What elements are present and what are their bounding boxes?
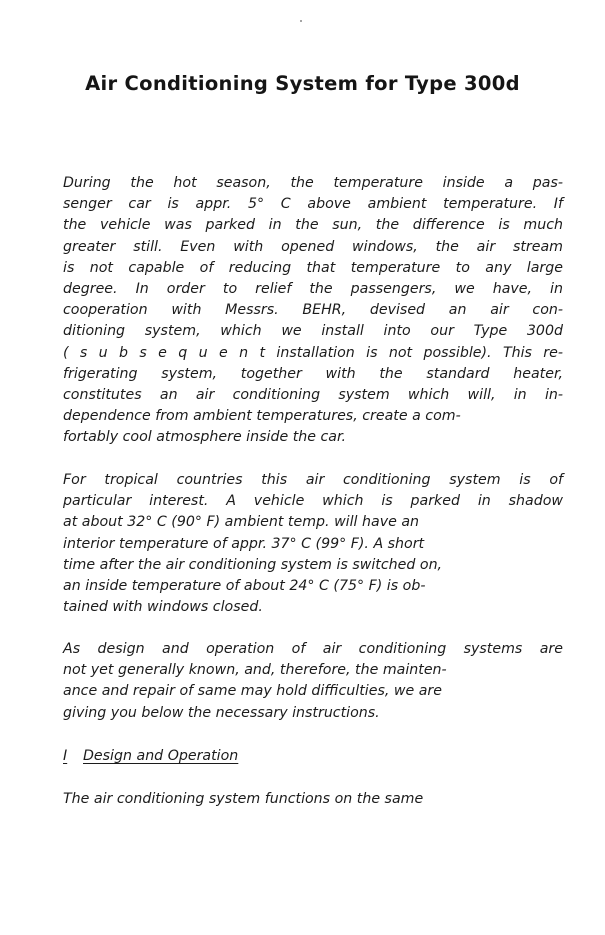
section-title: Design and Operation [83, 748, 239, 764]
text-line: During the hot season, the temperature inside a pas- [63, 175, 563, 191]
text-line: dependence from ambient temperatures, create a com- [63, 408, 461, 425]
paragraph-hot-season [63, 173, 563, 449]
text-line: senger car is appr. 5° C above ambient temperature. If [63, 196, 563, 213]
document-title: Air Conditioning System for Type 300d [85, 72, 520, 95]
scan-speck [300, 20, 302, 22]
text-line: greater still. Even with opened windows, the air stream [63, 238, 563, 255]
text-line: not yet generally known, and, therefore, the mainten- [63, 662, 447, 679]
text-line: at about 32° C (90° F) ambient temp. will have an [63, 514, 420, 531]
text-line: ditioning system, which we install into our Type 300d [63, 323, 563, 340]
paragraph-functions [63, 789, 563, 810]
text-line: As design and operation of air conditioning systems are [63, 641, 563, 657]
text-line: For tropical countries this air conditioning system is of [63, 472, 563, 488]
text-line: tained with windows closed. [63, 599, 263, 616]
text-line: The air conditioning system functions on the same [63, 791, 424, 807]
text-line: constitutes an air conditioning system which will, in in- [63, 387, 563, 404]
text-line: is not capable of reducing that temperature to any large [63, 259, 563, 276]
section-heading [63, 746, 238, 767]
text-line: the vehicle was parked in the sun, the difference is much [63, 217, 563, 234]
text-line: ance and repair of same may hold difficulties, we are [63, 683, 442, 700]
text-line: particular interest. A vehicle which is parked in shadow [63, 493, 563, 510]
section-number: I [63, 748, 68, 764]
text-line: an inside temperature of about 24° C (75° F) is ob- [63, 578, 426, 595]
text-line: ( s u b s e q u e n t installation is not possible). This re- [63, 344, 563, 361]
paragraph-tropical-countries [63, 470, 563, 618]
text-line: cooperation with Messrs. BEHR, devised an air con- [63, 302, 563, 319]
text-line: interior temperature of appr. 37° C (99° F). A short [63, 535, 425, 552]
text-line: time after the air conditioning system is switched on, [63, 556, 443, 573]
text-line: fortably cool atmosphere inside the car. [63, 429, 347, 446]
paragraph-design-intro [63, 639, 563, 724]
text-line: giving you below the necessary instructions. [63, 704, 380, 721]
text-line: degree. In order to relief the passengers, we have, in [63, 281, 563, 298]
text-line: frigerating system, together with the standard heater, [63, 365, 563, 382]
